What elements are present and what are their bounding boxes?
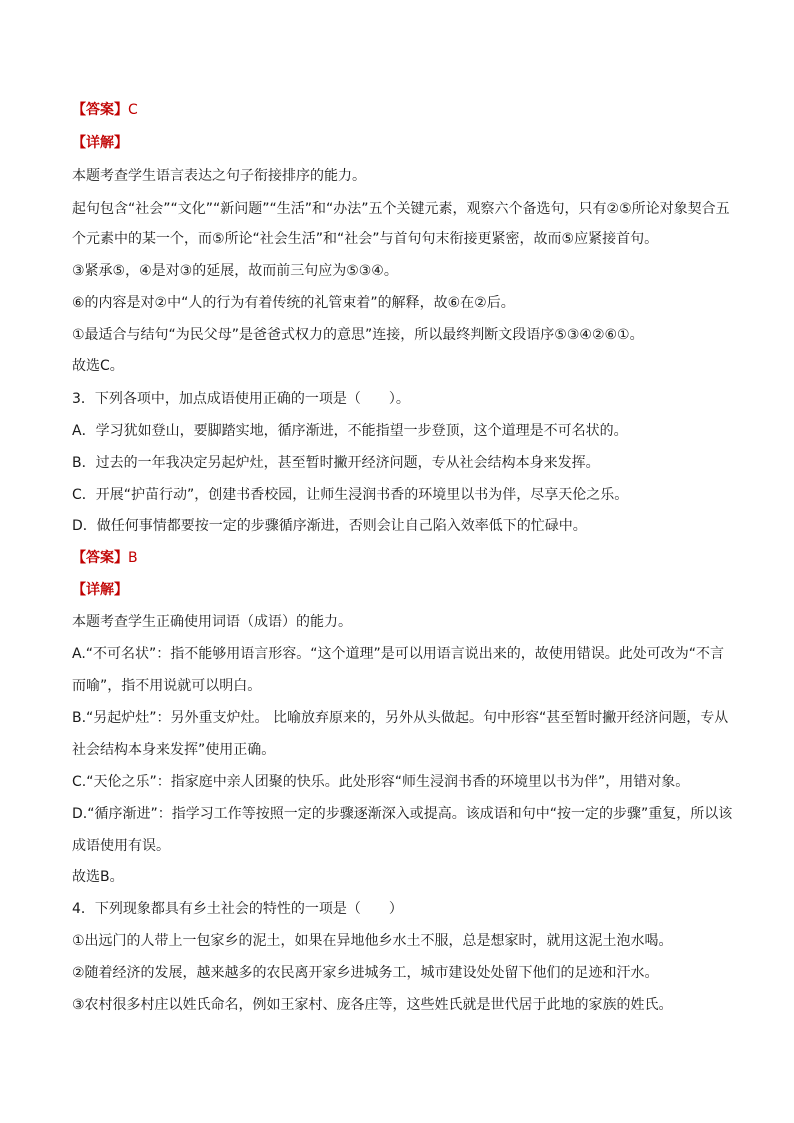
- question-item: ②随着经济的发展，越来越多的农民离开家乡进城务工，城市建设处处留下他们的足迹和汗水。: [72, 965, 659, 981]
- detail-line: [72, 133, 732, 153]
- explanation-line: A.“不可名状”：指不能够用语言形容。“这个道理”是可以用语言说出来的，故使用错误。此处可改为“不言: [72, 646, 725, 662]
- detail-tag: 【详解】: [72, 135, 128, 151]
- answer-value: C: [128, 102, 138, 118]
- explanation-line: C.“天伦之乐”：指家庭中亲人团聚的快乐。此处形容“师生浸润书香的环境里以书为伴”，用错对象。: [72, 774, 690, 790]
- answer-tag: 【答案】: [72, 550, 128, 566]
- explanation-line: 社会结构本身来发挥”使用正确。: [72, 742, 276, 758]
- question-option: B．过去的一年我决定另起炉灶，甚至暂时撇开经济问题，专从社会结构本身来发挥。: [72, 455, 600, 471]
- question-option: A．学习犹如登山，要脚踏实地，循序渐进，不能指望一步登顶，这个道理是不可名状的。: [72, 423, 628, 439]
- answer-line: [72, 100, 732, 120]
- question-item: ③农村很多村庄以姓氏命名，例如王家村、庞各庄等，这些姓氏就是世代居于此地的家族的姓氏。: [72, 997, 673, 1013]
- question-option: D．做任何事情都要按一定的步骤循序渐进，否则会让自己陷入效率低下的忙碌中。: [72, 518, 587, 534]
- explanation-line: B.“另起炉灶”：另外重支炉灶。 比喻放弃原来的，另外从头做起。句中形容“甚至暂时撇开经济问题，专从: [72, 710, 729, 726]
- answer-tag: 【答案】: [72, 102, 128, 118]
- explanation-line: 故选B。: [72, 869, 124, 885]
- explanation-line: D.“循序渐进”：指学习工作等按照一定的步骤逐渐深入或提高。该成语和句中“按一定的步骤”重复，所以该: [72, 806, 733, 822]
- explanation-line: ⑥的内容是对②中“人的行为有着传统的礼管束着”的解释，故⑥在②后。: [72, 295, 515, 311]
- detail-line: [72, 580, 732, 600]
- question-stem: 4．下列现象都具有乡土社会的特性的一项是（ ）: [72, 901, 403, 917]
- answer-line: [72, 548, 732, 568]
- question-option: C．开展“护苗行动”，创建书香校园，让师生浸润书香的环境里以书为伴，尽享天伦之乐。: [72, 487, 629, 503]
- answer-value: B: [128, 550, 138, 566]
- explanation-line: 故选C。: [72, 358, 124, 374]
- explanation-line: ①最适合与结句“为民父母”是爸爸式权力的意思”连接，所以最终判断文段语序⑤③④②⑥①。: [72, 327, 644, 343]
- explanation-line: 起句包含“社会”“文化”“新问题”“生活”和“办法”五个关键元素，观察六个备选句，只有②⑤所论对象契合五: [72, 201, 730, 217]
- explanation-line: ③紧承⑤，④是对③的延展，故而前三句应为⑤③④。: [72, 263, 398, 279]
- explanation-line: 成语使用有误。: [72, 838, 170, 854]
- question-stem: 3．下列各项中，加点成语使用正确的一项是（ ）。: [72, 391, 410, 407]
- explanation-line: 本题考查学生语言表达之句子衔接排序的能力。: [72, 168, 366, 184]
- detail-tag: 【详解】: [72, 582, 128, 598]
- explanation-line: 本题考查学生正确使用词语（成语）的能力。: [72, 614, 352, 630]
- question-item: ①出远门的人带上一包家乡的泥土，如果在异地他乡水土不服，总是想家时，就用这泥土泡水喝。: [72, 933, 673, 949]
- explanation-line: 而喻”，指不用说就可以明白。: [72, 678, 262, 694]
- explanation-line: 个元素中的某一个，而⑤所论“社会生活”和“社会”与首句句末衔接更紧密，故而⑤应紧接首句。: [72, 231, 659, 247]
